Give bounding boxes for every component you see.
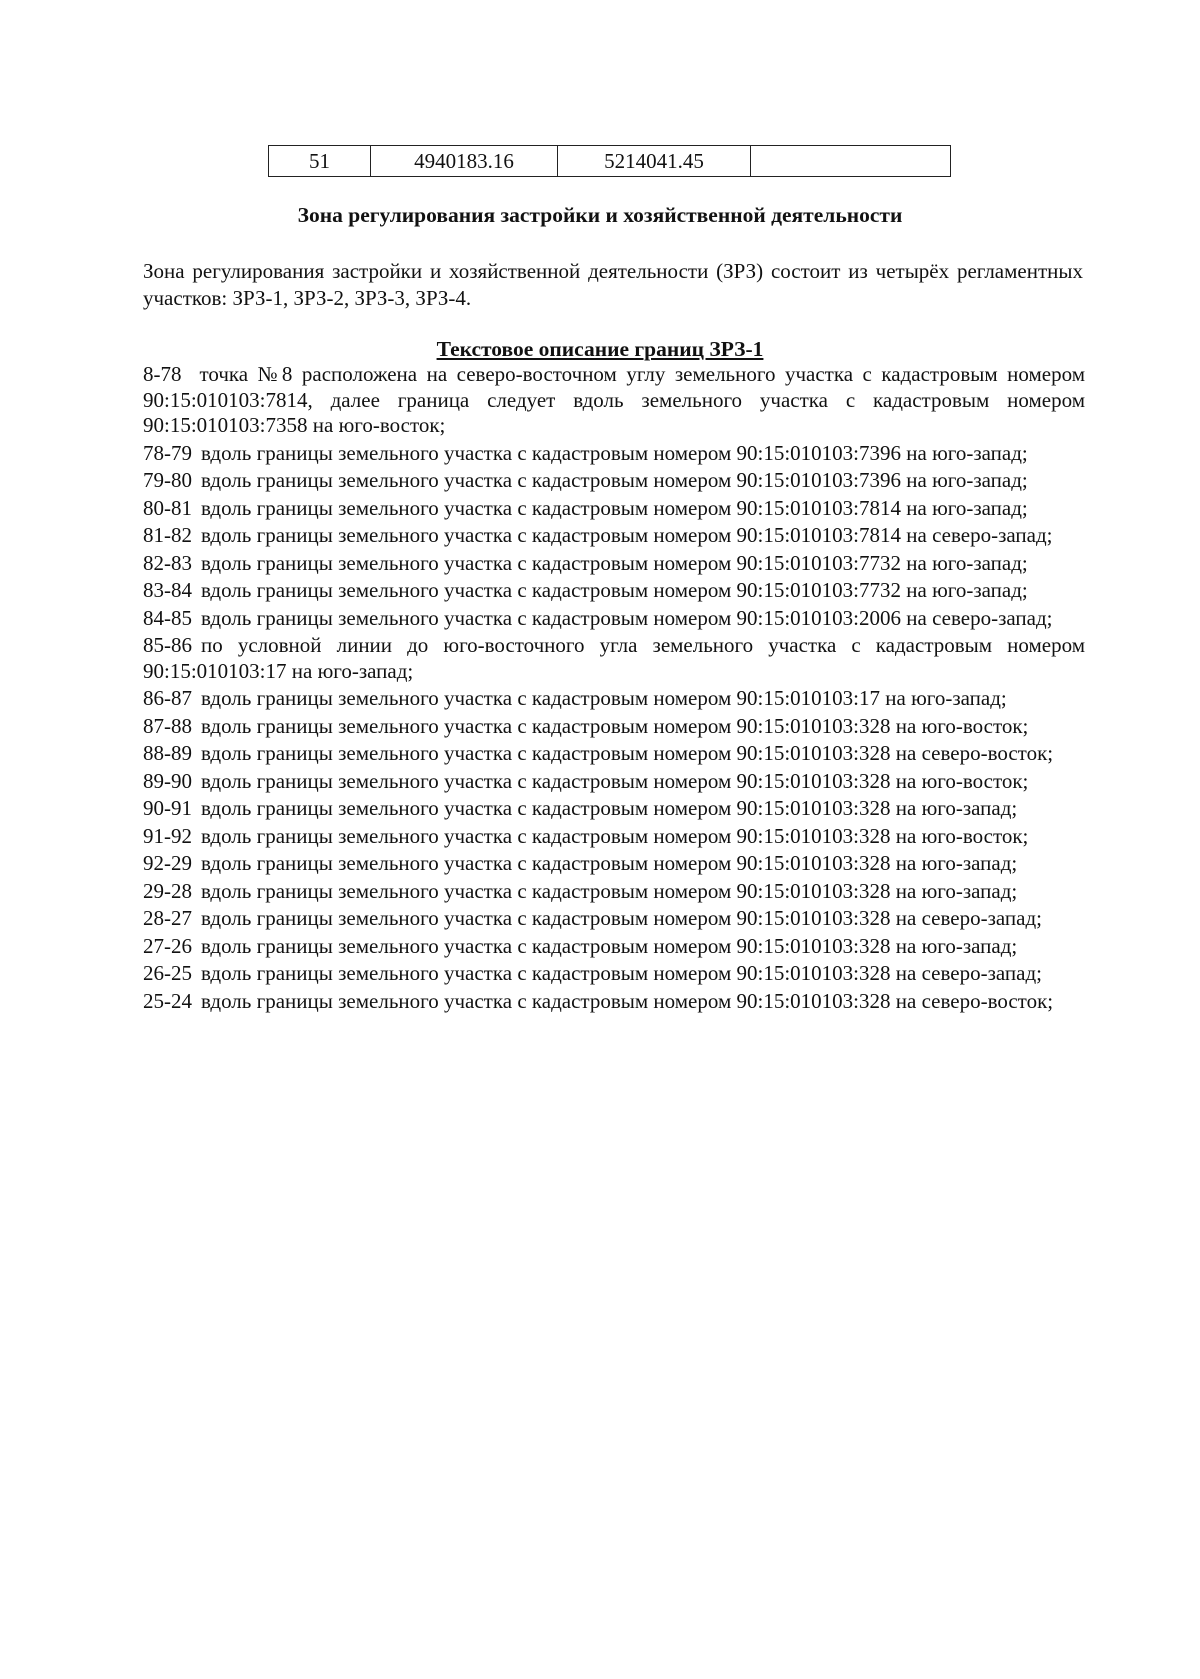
list-item <box>143 741 1085 767</box>
table-row <box>269 146 951 177</box>
list-item <box>143 686 1085 712</box>
segment-number: 28-27 <box>143 906 192 930</box>
segment-number: 86-87 <box>143 686 192 710</box>
segment-description: вдоль границы земельного участка с кадастровым номером 90:15:010103:328 на северо-запад; <box>201 906 1042 930</box>
segment-description: вдоль границы земельного участка с кадастровым номером 90:15:010103:328 на юго-восток; <box>201 713 1029 738</box>
list-item <box>143 769 1085 795</box>
segment-description: вдоль границы земельного участка с кадастровым номером 90:15:010103:328 на северо-запад; <box>201 961 1042 985</box>
segment-number: 26-25 <box>143 961 192 985</box>
list-item <box>143 934 1085 960</box>
y-coordinate-cell: 5214041.45 <box>558 146 751 177</box>
list-item <box>143 851 1085 877</box>
segment-description: по условной линии до юго-восточного угла земельного участка с кадастровым номером 90:15:010103:17 на юго-запад; <box>143 633 1085 683</box>
empty-cell <box>751 146 951 177</box>
point-number-cell: 51 <box>269 146 371 177</box>
segment-description: вдоль границы земельного участка с кадастровым номером 90:15:010103:328 на юго-запад; <box>201 851 1018 875</box>
segment-description: вдоль границы земельного участка с кадастровым номером 90:15:010103:7814 на северо-запад; <box>201 523 1053 547</box>
segment-description: вдоль границы земельного участка с кадастровым номером 90:15:010103:17 на юго-запад; <box>201 686 1007 710</box>
segment-number: 83-84 <box>143 578 192 602</box>
segment-number: 82-83 <box>143 550 192 575</box>
segment-description: вдоль границы земельного участка с кадастровым номером 90:15:010103:328 на юго-восток; <box>201 823 1029 848</box>
segment-number: 78-79 <box>143 440 192 465</box>
list-item <box>143 578 1085 604</box>
list-item <box>143 714 1085 740</box>
segment-number: 84-85 <box>143 605 192 630</box>
segment-description: вдоль границы земельного участка с кадастровым номером 90:15:010103:328 на северо-восток; <box>201 988 1054 1013</box>
boundary-description-list <box>143 362 1085 1014</box>
segment-description: вдоль границы земельного участка с кадастровым номером 90:15:010103:7732 на юго-запад; <box>201 578 1028 602</box>
segment-number: 80-81 <box>143 495 192 520</box>
list-item <box>143 551 1085 577</box>
segment-number: 79-80 <box>143 468 192 492</box>
segment-number: 87-88 <box>143 713 192 738</box>
list-item <box>143 989 1085 1015</box>
segment-description: вдоль границы земельного участка с кадастровым номером 90:15:010103:7814 на юго-запад; <box>201 495 1028 520</box>
segment-number: 91-92 <box>143 823 192 848</box>
segment-number: 27-26 <box>143 933 192 958</box>
list-item <box>143 496 1085 522</box>
list-item <box>143 523 1085 549</box>
zone-title: Зона регулирования застройки и хозяйственной деятельности <box>297 203 903 227</box>
list-item <box>143 961 1085 987</box>
list-item <box>143 633 1085 684</box>
list-item <box>143 796 1085 822</box>
segment-number: 89-90 <box>143 768 192 793</box>
segment-description: вдоль границы земельного участка с кадастровым номером 90:15:010103:328 на юго-запад; <box>201 796 1018 820</box>
list-item <box>143 824 1085 850</box>
list-item <box>143 879 1085 905</box>
list-item <box>143 606 1085 632</box>
coordinate-table <box>268 145 951 177</box>
segment-description: вдоль границы земельного участка с кадастровым номером 90:15:010103:7396 на юго-запад; <box>201 468 1028 492</box>
segment-description: точка №8 расположена на северо-восточном углу земельного участка с кадастровым номером 90:15:010103:7814, далее граница следует вдоль земельного участка с кадастровым номером 90:15:010103:7358 на юго-восток; <box>143 362 1085 437</box>
list-item <box>143 362 1085 439</box>
segment-description: вдоль границы земельного участка с кадастровым номером 90:15:010103:328 на юго-восток; <box>201 768 1029 793</box>
segment-number: 85-86 <box>143 633 192 657</box>
segment-number: 25-24 <box>143 988 192 1013</box>
segment-description: вдоль границы земельного участка с кадастровым номером 90:15:010103:7396 на юго-запад; <box>201 440 1028 465</box>
x-coordinate-cell: 4940183.16 <box>371 146 558 177</box>
segment-description: вдоль границы земельного участка с кадастровым номером 90:15:010103:328 на юго-запад; <box>201 878 1018 903</box>
segment-number: 29-28 <box>143 878 192 903</box>
section-title: Текстовое описание границ ЗРЗ-1 <box>436 337 764 361</box>
segment-description: вдоль границы земельного участка с кадастровым номером 90:15:010103:7732 на юго-запад; <box>201 550 1028 575</box>
segment-description: вдоль границы земельного участка с кадастровым номером 90:15:010103:328 на северо-восток; <box>201 741 1054 765</box>
segment-number: 81-82 <box>143 523 192 547</box>
list-item <box>143 441 1085 467</box>
list-item <box>143 468 1085 494</box>
segment-description: вдоль границы земельного участка с кадастровым номером 90:15:010103:2006 на северо-запад; <box>201 605 1053 630</box>
segment-number: 92-29 <box>143 851 192 875</box>
segment-number: 88-89 <box>143 741 192 765</box>
segment-number: 90-91 <box>143 796 192 820</box>
segment-description: вдоль границы земельного участка с кадастровым номером 90:15:010103:328 на юго-запад; <box>201 933 1018 958</box>
segment-number: 8-78 <box>143 362 182 386</box>
intro-paragraph: Зона регулирования застройки и хозяйственной деятельности (ЗРЗ) состоит из четырёх регламентных участков: ЗРЗ-1, ЗРЗ-2, ЗРЗ-3, ЗРЗ-4. <box>143 259 1083 310</box>
list-item <box>143 906 1085 932</box>
